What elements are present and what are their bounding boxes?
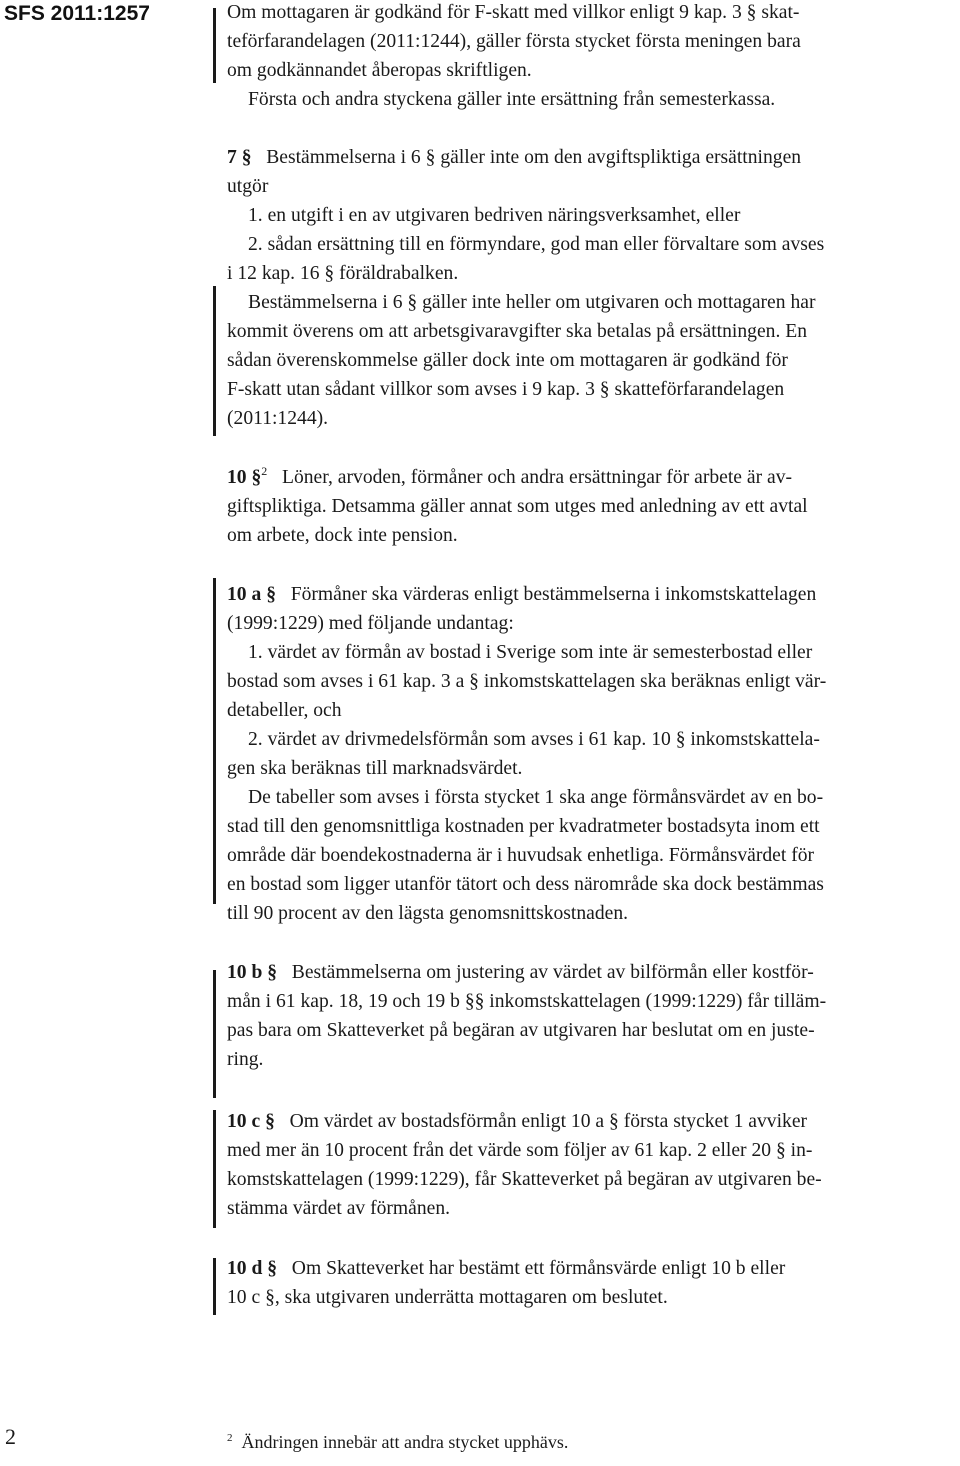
line-text: ring. xyxy=(227,1049,264,1070)
text-line xyxy=(227,1194,450,1223)
line-text: med mer än 10 procent från det värde som följer av 61 kap. 2 eller 20 § in- xyxy=(227,1140,813,1161)
line-text: en bostad som ligger utanför tätort och dess närområde ska dock bestämmas xyxy=(227,874,824,895)
line-text: pas bara om Skatteverket på begäran av utgivaren har beslutat om en juste- xyxy=(227,1020,815,1041)
line-text: 2. sådan ersättning till en förmyndare, god man eller förvaltare som avses xyxy=(248,234,825,255)
line-text: om arbete, dock inte pension. xyxy=(227,525,458,546)
footnote xyxy=(227,1432,568,1453)
line-text: stad till den genomsnittliga kostnaden per kvadratmeter bostadsyta inom ett xyxy=(227,816,820,837)
line-text: Bestämmelserna i 6 § gäller inte om den avgiftspliktiga ersättningen xyxy=(266,147,802,168)
text-line xyxy=(227,1016,815,1045)
change-bar xyxy=(213,970,216,1098)
footnote-marker: 2 xyxy=(227,1432,233,1444)
footnote-text: Ändringen innebär att andra stycket upphävs. xyxy=(241,1432,569,1452)
line-text: 2. värdet av drivmedelsförmån som avses i 61 kap. 10 § inkomstskattela- xyxy=(248,729,820,750)
text-line xyxy=(227,259,458,288)
line-text: (1999:1229) med följande undantag: xyxy=(227,613,514,634)
section-number: 10 § xyxy=(227,467,262,488)
text-line xyxy=(227,375,784,404)
section-number: 10 a § xyxy=(227,584,276,605)
text-line xyxy=(227,899,628,928)
line-text: giftspliktiga. Detsamma gäller annat som utges med anledning av ett avtal xyxy=(227,496,808,517)
text-line xyxy=(227,754,522,783)
line-text: Bestämmelserna i 6 § gäller inte heller om utgivaren och mottagaren har xyxy=(248,292,816,313)
text-line xyxy=(227,0,799,27)
text-line xyxy=(227,1136,812,1165)
text-line xyxy=(227,812,820,841)
line-text: Löner, arvoden, förmåner och andra ersättningar för arbete är av- xyxy=(282,467,793,488)
change-bar xyxy=(213,1258,216,1315)
line-text: 1. värdet av förmån av bostad i Sverige som inte är semesterbostad eller xyxy=(248,642,813,663)
text-line xyxy=(227,521,458,550)
text-line xyxy=(227,667,826,696)
footnote-reference: 2 xyxy=(261,464,268,478)
section-heading-line xyxy=(227,580,816,609)
line-text: i 12 kap. 16 § föräldrabalken. xyxy=(227,263,459,284)
line-text: om godkännandet åberopas skriftligen. xyxy=(227,60,532,81)
section-heading-line xyxy=(227,143,801,172)
text-line xyxy=(248,85,775,114)
text-line xyxy=(227,346,788,375)
change-bar xyxy=(213,578,216,904)
text-line xyxy=(227,27,801,56)
line-text: 1. en utgift i en av utgivaren bedriven näringsverksamhet, eller xyxy=(248,205,741,226)
section-number: 10 c § xyxy=(227,1111,275,1132)
line-text: Om värdet av bostadsförmån enligt 10 a § första stycket 1 avviker xyxy=(289,1111,808,1132)
line-text: Om mottagaren är godkänd för F-skatt med villkor enligt 9 kap. 3 § skat- xyxy=(227,2,800,23)
line-text: (2011:1244). xyxy=(227,408,329,429)
section-heading-line xyxy=(227,1107,807,1136)
text-line xyxy=(227,1045,263,1074)
line-text: mån i 61 kap. 18, 19 och 19 b §§ inkomstskattelagen (1999:1229) får tilläm- xyxy=(227,991,827,1012)
text-line xyxy=(248,638,812,667)
text-line xyxy=(248,288,815,317)
section-heading-line xyxy=(227,463,792,494)
text-line xyxy=(227,609,514,638)
line-text: Om Skatteverket har bestämt ett förmånsvärde enligt 10 b eller xyxy=(291,1258,786,1279)
text-line xyxy=(248,725,820,754)
line-text: kommit överens om att arbetsgivaravgifter ska betalas på ersättningen. En xyxy=(227,321,808,342)
page-number: 2 xyxy=(5,1424,16,1449)
section-number: 7 § xyxy=(227,147,252,168)
line-text: komstskattelagen (1999:1229), får Skatteverket på begäran av utgivaren be- xyxy=(227,1169,822,1190)
line-text: Förmåner ska värderas enligt bestämmelserna i inkomstskattelagen xyxy=(290,584,817,605)
text-line xyxy=(227,404,328,433)
line-text: område där boendekostnaderna är i huvudsak enhetliga. Förmånsvärdet för xyxy=(227,845,815,866)
text-line xyxy=(248,230,824,259)
section-number: 10 b § xyxy=(227,962,278,983)
sfs-number: SFS 2011:1257 xyxy=(4,2,150,25)
change-bar xyxy=(213,1110,216,1228)
change-bar xyxy=(213,286,216,436)
line-text: De tabeller som avses i första stycket 1 ska ange förmånsvärdet av en bo- xyxy=(248,787,824,808)
line-text: Första och andra styckena gäller inte ersättning från semesterkassa. xyxy=(248,89,776,110)
section-heading-line xyxy=(227,958,814,987)
line-text: F-skatt utan sådant villkor som avses i 9 kap. 3 § skatteförfarandelagen xyxy=(227,379,785,400)
line-text: detabeller, och xyxy=(227,700,342,721)
text-line xyxy=(227,870,824,899)
text-line xyxy=(227,1283,668,1312)
text-line xyxy=(248,201,740,230)
text-line xyxy=(248,783,823,812)
line-text: 10 c §, ska utgivaren underrätta mottagaren om beslutet. xyxy=(227,1287,668,1308)
line-text: till 90 procent av den lägsta genomsnittskostnaden. xyxy=(227,903,629,924)
line-text: gen ska beräknas till marknadsvärdet. xyxy=(227,758,523,779)
line-text: Bestämmelserna om justering av värdet av bilförmån eller kostför- xyxy=(291,962,814,983)
text-line xyxy=(227,492,808,521)
text-line xyxy=(227,56,532,85)
line-text: bostad som avses i 61 kap. 3 a § inkomstskattelagen ska beräknas enligt vär- xyxy=(227,671,827,692)
section-heading-line xyxy=(227,1254,785,1283)
text-line xyxy=(227,696,342,725)
text-line xyxy=(227,1165,822,1194)
line-text: stämma värdet av förmånen. xyxy=(227,1198,451,1219)
line-text: utgör xyxy=(227,176,269,197)
text-line xyxy=(227,172,268,201)
change-bar xyxy=(213,8,216,83)
line-text: sådan överenskommelse gäller dock inte om mottagaren är godkänd för xyxy=(227,350,788,371)
text-line xyxy=(227,317,807,346)
line-text: teförfarandelagen (2011:1244), gäller första stycket första meningen bara xyxy=(227,31,801,52)
text-line xyxy=(227,987,826,1016)
section-number: 10 d § xyxy=(227,1258,278,1279)
text-line xyxy=(227,841,814,870)
